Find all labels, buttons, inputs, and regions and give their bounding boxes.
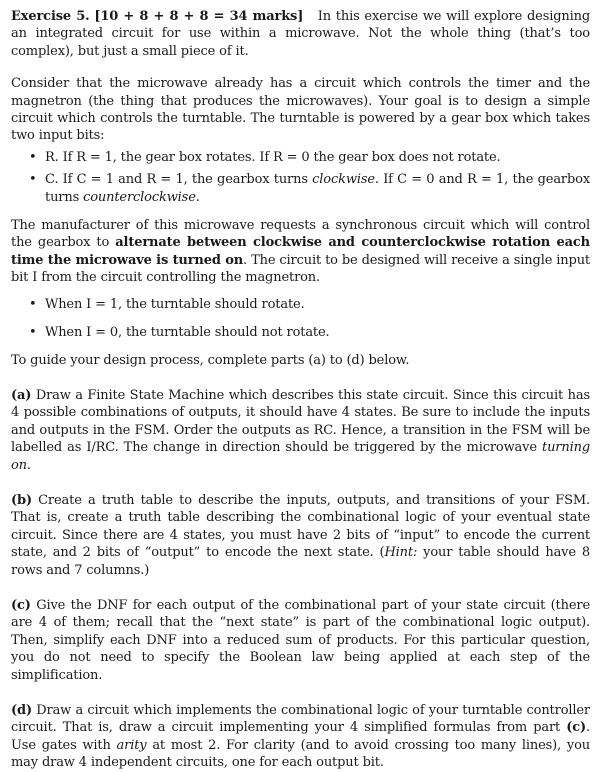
exercise-marks: [10 + 8 + 8 + 8 = 34 marks] xyxy=(94,9,304,24)
list-item-r: • R. If R = 1, the gear box rotates. If R = 0 the gear box does not rotate. xyxy=(29,149,501,165)
context-paragraph: Consider that the microwave already has a circuit which controls the timer and the magnetron (the thing that produces the microwaves). Your goal is to design a simple circuit which controls the turntable. The turntable is powered by a gear box which takes two input bits: xyxy=(11,76,590,144)
manufacturer-paragraph: The manufacturer of this microwave requests a synchronous circuit which will control the gearbox to alternate between clockwise and counterclockwise rotation each time the microwave is turned on. The circuit to be designed will receive a single input bit I from the circuit controlling the magnetron. xyxy=(11,218,590,286)
list-item-i0: • When I = 0, the turntable should not rotate. xyxy=(29,325,330,341)
list-item-c: • C. If C = 1 and R = 1, the gearbox turns clockwise. If C = 0 and R = 1, the gearbox turns counterclockwise. xyxy=(29,172,591,205)
bullet-icon: • xyxy=(29,325,37,341)
list-item-i1: • When I = 1, the turntable should rotate. xyxy=(29,296,305,312)
part-d: (d) Draw a circuit which implements the combinational logic of your turntable controller circuit. That is, draw a circuit implementing your 4 simplified formulas from part (c). Use gates with arity at most 2. For clarity (and to avoid crossing too many lines), you may draw 4 independent circuits, one for each output bit. xyxy=(11,703,590,771)
gearbox-input-list xyxy=(11,149,590,206)
bullet-icon: • xyxy=(29,296,37,312)
input-i-list xyxy=(11,296,590,342)
part-b: (b) Create a truth table to describe the inputs, outputs, and transitions of your FSM. That is, create a truth table describing the combinational logic of your eventual state circuit. Since there are 4 states, you must have 2 bits of “input” to encode the current state, and 2 bits of “output” to encode the next state. (Hint: your table should have 8 rows and 7 columns.) xyxy=(11,492,590,578)
part-a: (a) Draw a Finite State Machine which describes this state circuit. Since this circuit has 4 possible combinations of outputs, it should have 4 states. Be sure to include the inputs and outputs in the FSM. Order the outputs as RC. Hence, a transition in the FSM will be labelled as I/RC. The change in direction should be triggered by the microwave turning on. xyxy=(11,387,590,473)
exercise-header xyxy=(11,8,590,60)
part-c: (c) Give the DNF for each output of the combinational part of your state circuit (there are 4 of them; recall that the “next state” is part of the combinational logic output). Then, simplify each DNF into a reduced sum of products. For this particular question, you do not need to specify the Boolean law being applied at each step of the simplification. xyxy=(11,597,590,683)
exercise-intro: In this exercise we will explore designing an integrated circuit for use within a microwave. Not the whole thing (that’s too complex), but just a small piece of it. xyxy=(11,9,591,59)
guide-paragraph: To guide your design process, complete parts (a) to (d) below. xyxy=(11,352,410,368)
bullet-icon: • xyxy=(29,149,37,165)
exercise-title: Exercise 5. xyxy=(11,9,90,24)
bullet-icon: • xyxy=(29,172,37,188)
